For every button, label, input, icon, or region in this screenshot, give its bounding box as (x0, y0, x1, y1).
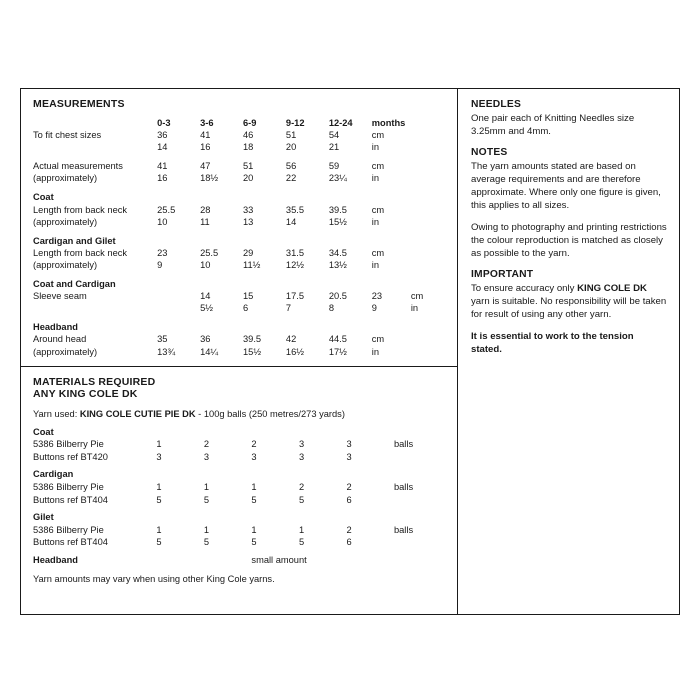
needles-block (471, 99, 667, 138)
row-value: 35 (157, 334, 168, 345)
row-label: Buttons ref BT404 (33, 494, 108, 505)
row-unit: in (371, 259, 379, 270)
group-title: Coat and Cardigan (33, 279, 116, 290)
row-value: 39.5 (242, 334, 262, 345)
row-value: 2 (346, 481, 352, 492)
row-value: 1 (298, 524, 305, 535)
group-title-row (33, 278, 447, 290)
row-unit: cm (371, 334, 385, 345)
row-unit: cm (410, 291, 424, 302)
group-title: Cardigan (33, 469, 74, 480)
row-value: 59 (328, 161, 340, 172)
row-value: 25.5 (200, 247, 219, 258)
row-value: 6 (346, 537, 352, 548)
row-value: 3 (298, 439, 305, 450)
table-row (33, 346, 447, 358)
row-label: 5386 Bilberry Pie (33, 439, 104, 450)
row-value: 1 (203, 481, 210, 492)
row-unit (394, 536, 447, 549)
table-row (33, 302, 447, 314)
row-value: 16½ (285, 346, 305, 357)
needles-title: NEEDLES (471, 99, 522, 110)
size-header-2: 6-9 (242, 118, 257, 128)
row-unit: in (371, 142, 379, 153)
table-row (33, 438, 447, 451)
table-row (33, 259, 447, 271)
row-value: 41 (157, 161, 168, 172)
table-row (33, 451, 447, 464)
group-title: Gilet (33, 512, 54, 523)
row-value: 51 (285, 130, 297, 141)
row-value: 54 (328, 130, 340, 141)
row-value: 42 (285, 334, 297, 345)
row-unit: in (410, 303, 419, 314)
group-title: Headband (33, 322, 78, 333)
measurements-table (33, 117, 447, 358)
row-value: 20 (285, 142, 297, 153)
row-value: 16 (200, 142, 211, 153)
row-value: 16 (157, 173, 168, 184)
table-row (33, 494, 447, 507)
row-value: 46 (242, 130, 254, 141)
row-value: 5 (251, 537, 257, 548)
row-unit: in (371, 173, 379, 184)
row-value: 2 (346, 524, 352, 535)
yarn-used-line (33, 409, 447, 419)
table-row (33, 141, 447, 153)
table-row (33, 290, 447, 302)
measurements-title: MEASUREMENTS (33, 98, 125, 110)
row-value: 5 (156, 494, 162, 505)
row-value: 23¼ (328, 173, 347, 184)
row-value: 17½ (328, 346, 347, 357)
row-unit (394, 451, 447, 464)
row-label: Actual measurements (33, 161, 123, 172)
yarn-used-label: Yarn used: (33, 408, 78, 419)
table-row (33, 247, 447, 259)
row-value: 20 (242, 173, 254, 184)
materials-title-line1: MATERIALS REQUIRED (33, 375, 156, 388)
row-value: 6 (346, 494, 352, 505)
row-value: 14¼ (200, 346, 219, 357)
row-spacer (33, 153, 447, 160)
materials-table (33, 426, 447, 567)
row-value: 20.5 (328, 291, 347, 302)
row-value: 1 (156, 524, 162, 535)
row-label: Buttons ref BT404 (33, 537, 108, 548)
row-value: 5 (298, 537, 305, 548)
row-value: 3 (203, 451, 210, 462)
row-value: 10 (157, 216, 168, 227)
table-row (33, 481, 447, 494)
yarn-used-name: KING COLE CUTIE PIE DK (79, 408, 196, 419)
row-unit: cm (371, 204, 385, 215)
header-blank (33, 117, 157, 129)
row-value: 5 (251, 494, 257, 505)
row-value: 1 (251, 481, 257, 492)
needles-text: One pair each of Knitting Needles size 3.25mm and 4mm. (471, 113, 635, 137)
size-header-3: 9-12 (285, 118, 305, 128)
table-row (33, 554, 447, 567)
group-title-row (33, 468, 447, 481)
row-value: 13½ (328, 259, 347, 270)
notes-block (471, 147, 667, 260)
row-value: 6 (242, 303, 249, 314)
important-text-pre: To ensure accuracy only (471, 283, 578, 294)
group-title-row (33, 511, 447, 524)
row-value: 39.5 (328, 204, 347, 215)
row-unit: balls (393, 524, 414, 535)
row-label: Length from back neck (33, 247, 128, 258)
row-value: 31.5 (285, 247, 305, 258)
row-value: 23 (371, 291, 383, 302)
row-value: 14 (157, 142, 168, 153)
row-label: (approximately) (33, 173, 98, 184)
row-spacer (33, 228, 447, 235)
row-value: 5 (203, 494, 210, 505)
row-value: 35.5 (285, 204, 305, 215)
row-spacer (33, 271, 447, 278)
row-value: 3 (156, 451, 162, 462)
row-value: 1 (251, 524, 257, 535)
row-value: 3 (346, 439, 352, 450)
row-value: 28 (200, 204, 211, 215)
table-row (33, 524, 447, 537)
table-row (33, 216, 447, 228)
table-row (33, 172, 447, 184)
notes-text-1: The yarn amounts stated are based on average requirements and are therefore approximate. Where only one figure is given, this applies to all sizes. (471, 161, 661, 211)
row-value: 8 (328, 303, 334, 314)
table-header-row (33, 117, 447, 129)
row-value (157, 302, 200, 314)
size-header-0: 0-3 (157, 118, 171, 128)
row-unit (394, 494, 447, 507)
materials-section (21, 367, 457, 614)
row-value: 21 (328, 142, 340, 153)
row-value: 33 (242, 204, 254, 215)
row-value: 13¾ (157, 346, 176, 357)
row-value: 14 (200, 291, 211, 302)
important-title: IMPORTANT (471, 269, 534, 280)
group-title-row (33, 426, 447, 439)
row-unit: balls (393, 439, 414, 450)
row-value: 3 (346, 451, 352, 462)
group-title: Coat (33, 426, 54, 437)
size-header-4: 12-24 (328, 118, 353, 128)
row-label: Length from back neck (33, 204, 128, 215)
left-column (21, 89, 458, 614)
important-brand: KING COLE DK (577, 283, 647, 294)
table-row (33, 333, 447, 345)
row-label (33, 302, 157, 314)
size-header-unit: months (371, 118, 406, 128)
row-value: 34.5 (328, 247, 347, 258)
row-value: 11½ (242, 259, 261, 270)
row-value: 3 (251, 451, 257, 462)
row-value: 2 (298, 481, 305, 492)
row-unit: cm (371, 161, 385, 172)
row-value: 5 (156, 537, 162, 548)
group-title-row (33, 235, 447, 247)
row-value: 1 (203, 524, 210, 535)
row-value: 5½ (200, 303, 213, 314)
row-spacer (33, 184, 447, 191)
table-row (33, 204, 447, 216)
row-unit: cm (371, 247, 385, 258)
row-value: 41 (200, 130, 211, 141)
yarn-used-detail: - 100g balls (250 metres/273 yards) (198, 408, 345, 419)
row-value: 17.5 (285, 291, 305, 302)
row-value: 3 (298, 451, 305, 462)
row-unit: in (371, 216, 379, 227)
row-value: 11 (200, 216, 210, 227)
materials-title-line2: ANY KING COLE DK (33, 387, 138, 400)
row-label: Sleeve seam (33, 291, 87, 302)
row-value: 2 (203, 439, 210, 450)
row-value: 7 (285, 303, 292, 314)
row-value: 12½ (285, 259, 305, 270)
pattern-information-panel (20, 88, 680, 615)
row-label: Buttons ref BT420 (33, 451, 108, 462)
materials-footnote: Yarn amounts may vary when using other King Cole yarns. (33, 573, 275, 584)
row-unit: in (371, 346, 379, 357)
row-value: 29 (242, 247, 254, 258)
row-label: To fit chest sizes (33, 130, 102, 141)
row-unit: balls (393, 481, 414, 492)
row-value: 14 (285, 216, 297, 227)
row-value: 51 (242, 161, 254, 172)
row-value: 15½ (242, 346, 262, 357)
row-label: (approximately) (33, 216, 98, 227)
row-value: 36 (157, 130, 168, 141)
notes-text-2: Owing to photography and printing restrictions the colour reproduction is matched as closely as possible to the yarn. (471, 222, 667, 259)
row-label: Around head (33, 334, 87, 345)
row-value: 23 (157, 247, 168, 258)
row-value: 10 (200, 259, 211, 270)
row-value: 47 (200, 161, 211, 172)
row-value: 5 (203, 537, 210, 548)
measurements-section (21, 89, 457, 367)
row-unit: cm (371, 130, 385, 141)
tension-text: It is essential to work to the tension stated. (471, 331, 634, 355)
notes-title: NOTES (471, 147, 508, 158)
row-label: (approximately) (33, 346, 98, 357)
row-value: 25.5 (157, 204, 176, 215)
row-label: 5386 Bilberry Pie (33, 524, 104, 535)
table-row (33, 536, 447, 549)
right-column (458, 89, 679, 614)
row-value: 36 (200, 334, 211, 345)
row-value: 44.5 (328, 334, 347, 345)
row-label: (approximately) (33, 259, 98, 270)
group-title-row (33, 321, 447, 333)
row-value: 9 (157, 259, 163, 270)
row-value: 18½ (200, 173, 219, 184)
row-value: 2 (251, 439, 257, 450)
size-header-1: 3-6 (200, 118, 214, 128)
group-title-row (33, 191, 447, 203)
important-text (471, 282, 667, 321)
important-text-post: yarn is suitable. No responsibility will be taken for result of using any other yarn. (471, 296, 667, 320)
table-row (33, 129, 447, 141)
headband-label: Headband (33, 554, 78, 565)
row-value: 15 (242, 291, 254, 302)
group-title: Cardigan and Gilet (33, 235, 116, 246)
row-value: 22 (285, 173, 297, 184)
group-title: Coat (33, 192, 54, 203)
row-label (33, 141, 157, 153)
row-value (157, 290, 200, 302)
important-block (471, 269, 667, 321)
table-row (33, 160, 447, 172)
row-spacer (33, 314, 447, 321)
row-label: 5386 Bilberry Pie (33, 481, 104, 492)
headband-value: small amount (251, 554, 307, 565)
row-value: 15½ (328, 216, 347, 227)
row-value: 1 (156, 439, 162, 450)
row-value: 9 (371, 303, 377, 314)
row-value: 1 (156, 481, 162, 492)
row-value: 56 (285, 161, 297, 172)
row-value: 5 (298, 494, 305, 505)
row-value: 13 (242, 216, 254, 227)
row-value: 18 (242, 142, 254, 153)
